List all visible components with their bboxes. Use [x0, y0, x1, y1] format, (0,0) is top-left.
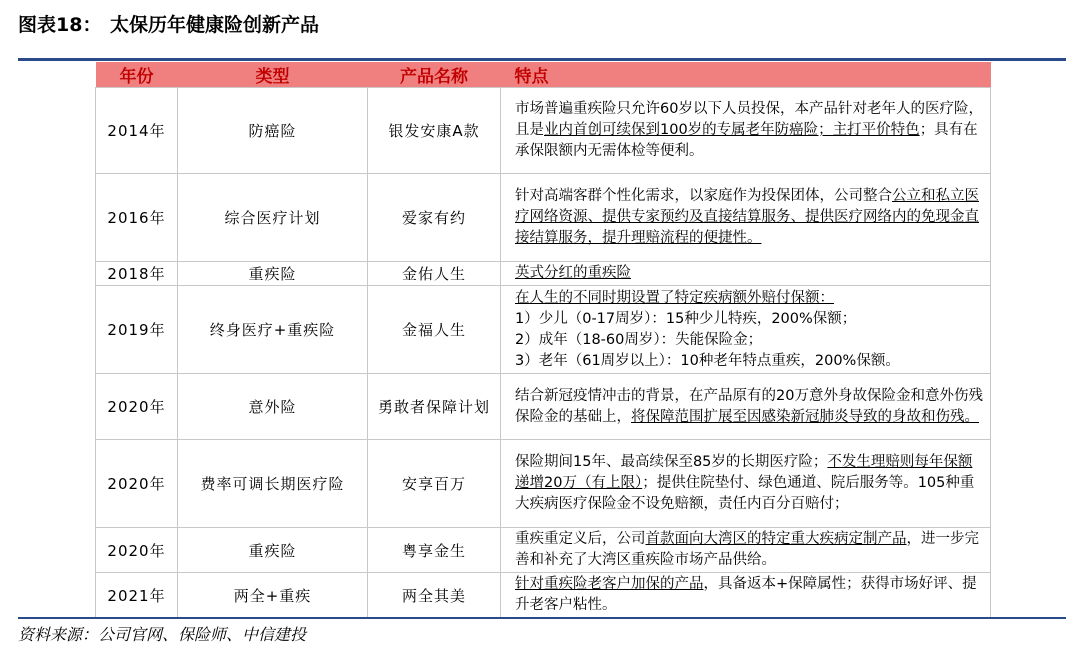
bottom-rule	[18, 617, 1066, 619]
cell-features	[501, 374, 991, 440]
feature-text: 将保障范围扩展至因感染新冠肺炎导致的身故和伤残。	[631, 408, 979, 425]
cell-type: 终身医疗+重疾险	[178, 286, 368, 374]
table-row	[96, 88, 991, 174]
table-row	[96, 528, 991, 573]
feature-text: 首款面向大湾区的特定重大疾病定制产品	[645, 531, 907, 547]
figure-label: 图表18：	[18, 14, 102, 36]
cell-year: 2018年	[96, 262, 178, 286]
cell-type: 综合医疗计划	[178, 174, 368, 262]
feature-text: 1）少儿（0-17周岁）：15种少儿特疾，200%保额； 2）成年（18-60周岁）：失能保险金； 3）老年（61周岁以上）：10种老年特点重疾，200%保额。	[515, 310, 900, 369]
table-row	[96, 374, 991, 440]
table-row	[96, 174, 991, 262]
cell-features	[501, 88, 991, 174]
cell-product: 勇敢者保障计划	[368, 374, 501, 440]
cell-product: 爱家有约	[368, 174, 501, 262]
feature-text: ，进一步完善和补充了大湾区重疾险市场产品供给。	[515, 531, 979, 568]
product-table	[95, 62, 991, 618]
table-row	[96, 440, 991, 528]
cell-year: 2020年	[96, 440, 178, 528]
cell-type: 防癌险	[178, 88, 368, 174]
cell-type: 意外险	[178, 374, 368, 440]
feature-text: ，具备返本+保障属性；获得市场好评、提升老客户粘性。	[515, 576, 977, 613]
cell-year: 2021年	[96, 573, 178, 618]
feature-text: ；具有在承保限额内无需体检等便利。	[515, 122, 978, 159]
cell-type: 两全+重疾	[178, 573, 368, 618]
header-features: 特点	[501, 62, 991, 88]
source-note: 资料来源：公司官网、保险师、中信建投	[18, 625, 307, 644]
feature-text: 业内首创可续保到100岁的专属老年防癌险；主打平价特色	[544, 122, 920, 138]
top-rule	[18, 58, 1066, 61]
feature-text: 针对重疾险老客户加保的产品	[515, 576, 704, 592]
feature-text: 在人生的不同时期设置了特定疾病额外赔付保额：	[515, 289, 834, 306]
cell-product: 银发安康A款	[368, 88, 501, 174]
cell-features	[501, 262, 991, 286]
cell-features	[501, 528, 991, 573]
feature-text: 重疾重定义后，公司	[515, 531, 646, 547]
header-product: 产品名称	[368, 62, 501, 88]
feature-text: ；提供住院垫付、绿色通道、院后服务等。105种重大疾病医疗保险金不设免赔额，责任内百分百赔付；	[515, 475, 975, 512]
feature-text: 针对高端客群个性化需求，以家庭作为投保团体，公司整合	[515, 188, 892, 204]
table-header-row	[96, 62, 991, 88]
cell-year: 2014年	[96, 88, 178, 174]
cell-year: 2019年	[96, 286, 178, 374]
header-year: 年份	[96, 62, 178, 88]
feature-text: 市场普遍重疾险只允许60岁以下人员投保，本产品针对老年人的医疗险，且是	[515, 101, 983, 138]
cell-product: 金福人生	[368, 286, 501, 374]
feature-text: 结合新冠疫情冲击的背景，在产品原有的20万意外身故保险金和意外伤残保险金的基础上，	[515, 387, 983, 425]
header-type: 类型	[178, 62, 368, 88]
feature-text: 英式分红的重疾险	[515, 265, 631, 281]
table-row	[96, 262, 991, 286]
figure-title	[18, 10, 319, 37]
cell-features	[501, 573, 991, 618]
cell-year: 2020年	[96, 374, 178, 440]
cell-product: 粤享金生	[368, 528, 501, 573]
feature-text: 公立和私立医疗网络资源、提供专家预约及直接结算服务、提供医疗网络内的免现金直接结算服务，提升理赔流程的便捷性。	[515, 188, 979, 246]
cell-features	[501, 286, 991, 374]
cell-product: 两全其美	[368, 573, 501, 618]
cell-features	[501, 440, 991, 528]
cell-product: 金佑人生	[368, 262, 501, 286]
table-row	[96, 286, 991, 374]
cell-type: 重疾险	[178, 262, 368, 286]
feature-text: 不发生理赔则每年保额递增20万（有上限）	[515, 454, 973, 491]
cell-features	[501, 174, 991, 262]
cell-year: 2020年	[96, 528, 178, 573]
cell-type: 重疾险	[178, 528, 368, 573]
figure-title-text: 太保历年健康险创新产品	[110, 14, 320, 36]
cell-product: 安享百万	[368, 440, 501, 528]
cell-year: 2016年	[96, 174, 178, 262]
cell-type: 费率可调长期医疗险	[178, 440, 368, 528]
table-row	[96, 573, 991, 618]
feature-text: 保险期间15年、最高续保至85岁的长期医疗险；	[515, 454, 828, 470]
